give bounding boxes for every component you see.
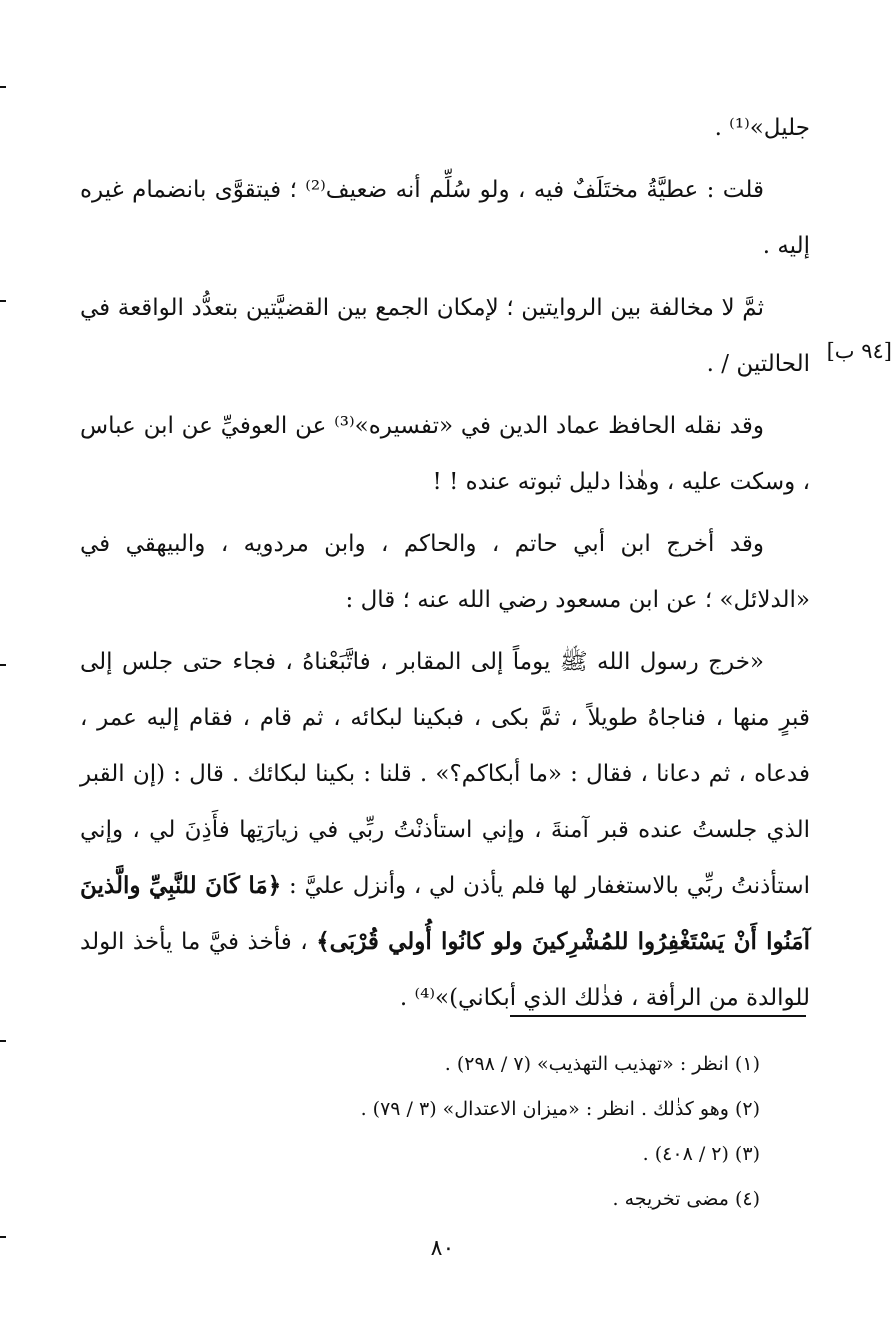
- footnote-2: (٢) وهو كذٰلك . انظر : «ميزان الاعتدال» (٣ / ٧٩) .: [360, 1098, 760, 1120]
- hadith-text: «خرج رسول الله ﷺ يوماً إلى المقابر ، فاتَّبَعْناهُ ، فجاء حتى جلس إلى قبرٍ منها ، فناجاهُ طويلاً ، ثمَّ بكى ، فبكينا لبكائه ، ثم قام ، فقام إليه عمر ، فدعاه ، ثم دعانا ، فقال : «ما أبكاكم؟» . قلنا : بكينا لبكائك . قال : (إن القبر الذي جلستُ عنده قبر آمنةَ ، وإني استأذنْتُ ربِّي في زيارَتِها فأَذِنَ لي ، وإني استأذنتُ ربِّي بالاستغفار لها فلم يأذن لي ، وأنزل عليَّ :: [80, 649, 811, 899]
- manuscript-folio-note: [٩٤ ب]: [826, 339, 892, 363]
- margin-mark: [0, 86, 6, 88]
- quran-verse: ﴿مَا كَانَ للنَّبِيِّ والَّذينَ آمَنُوا أَنْ يَسْتَغْفِرُوا للمُشْرِكينَ ولو كانُوا أُولي قُرْبَى﴾: [80, 872, 810, 955]
- hadith-paragraph: [80, 634, 810, 1026]
- paragraph-qult: قلت : عطيَّةُ مختَلَفٌ فيه ، ولو سُلِّم أنه ضعيف⁽²⁾ ؛ فيتقوَّى بانضمام غيره إليه .: [80, 177, 810, 259]
- footnote-separator: [510, 1015, 806, 1017]
- hadith-ending: ، فأخذ فيَّ ما يأخذ الولد للوالدة من الرأفة ، فذٰلك الذي أبكاني)»⁽⁴⁾ .: [80, 929, 810, 1011]
- margin-mark: [0, 664, 6, 666]
- footnotes: [240, 1042, 760, 1222]
- margin-mark: [0, 1040, 6, 1042]
- footnote-3: (٣) (٢ / ٤٠٨) .: [642, 1143, 760, 1165]
- footnote-4: (٤) مضى تخريجه .: [612, 1188, 760, 1210]
- paragraph-no-contradiction: ثمَّ لا مخالفة بين الروايتين ؛ لإمكان الجمع بين القضيَّتين بتعدُّد الواقعة في الحالتين / .: [80, 295, 810, 377]
- main-text: [80, 100, 810, 1032]
- margin-mark: [0, 300, 6, 302]
- footnote-1: (١) انظر : «تهذيب التهذيب» (٧ / ٢٩٨) .: [444, 1053, 760, 1075]
- page-number: ٨٠: [430, 1236, 455, 1261]
- paragraph-continuation: جليل»⁽¹⁾ .: [714, 115, 810, 141]
- paragraph-takhrij: وقد أخرج ابن أبي حاتم ، والحاكم ، وابن مردويه ، والبيهقي في «الدلائل» ؛ عن ابن مسعود رضي الله عنه ؛ قال :: [80, 531, 810, 613]
- paragraph-tafsir: وقد نقله الحافظ عماد الدين في «تفسيره»⁽³⁾ عن العوفيِّ عن ابن عباس ، وسكت عليه ، وهٰذا دليل ثبوته عنده ! !: [80, 413, 810, 495]
